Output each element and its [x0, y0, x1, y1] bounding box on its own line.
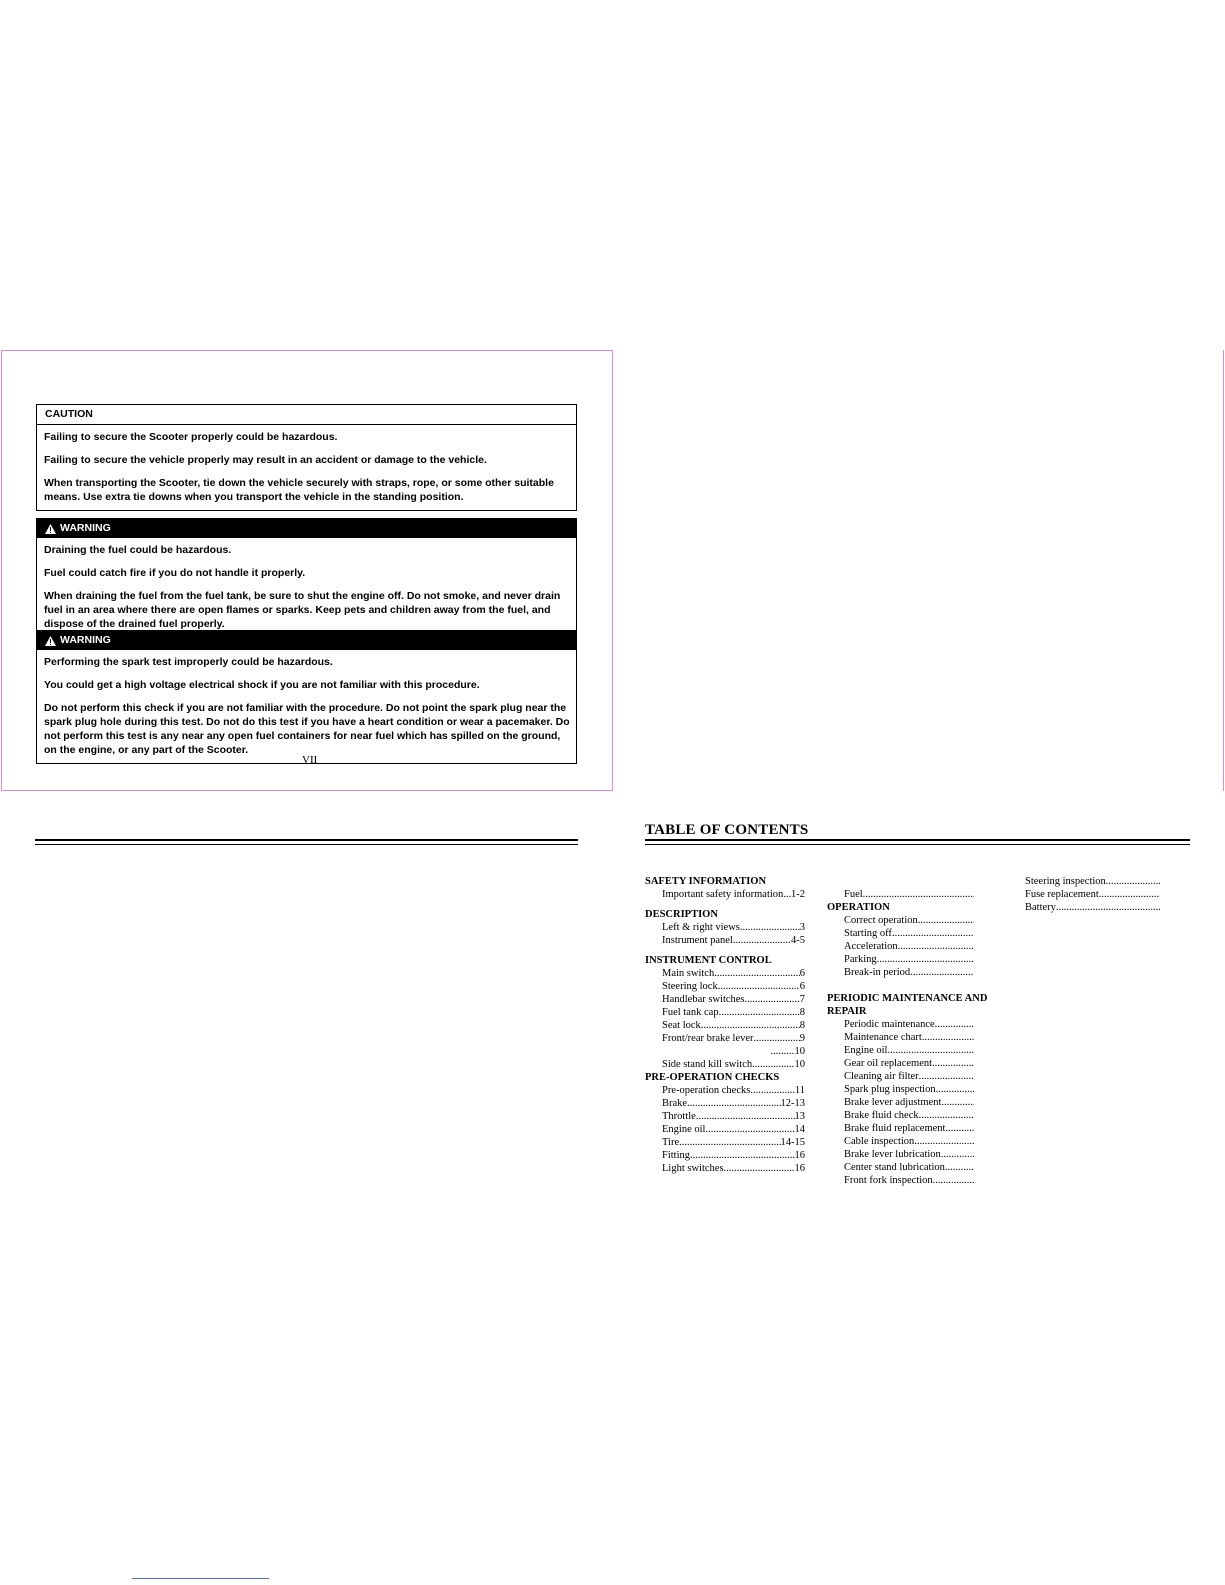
toc-entry-label: Brake fluid check [844, 1110, 919, 1121]
toc-entry-label: Brake lever lubrication [844, 1149, 941, 1160]
toc-entry-label: Light switches [662, 1163, 724, 1174]
toc-section-heading: OPERATION [827, 902, 890, 913]
toc-title: TABLE OF CONTENTS [645, 822, 809, 838]
toc-entry[interactable] [827, 1031, 974, 1044]
toc-entry-label: Fuel tank cap [662, 1007, 719, 1018]
toc-entry-label: Periodic maintenance [844, 1019, 935, 1030]
toc-entry-label: Steering lock [662, 981, 718, 992]
toc-entry-label: Maintenance chart [844, 1032, 922, 1043]
toc-entry[interactable] [827, 1122, 974, 1135]
toc-entry[interactable] [645, 1019, 805, 1032]
toc-entry-page: 12-13 [780, 1098, 805, 1109]
toc-entry-label: Break-in period [844, 967, 911, 978]
toc-entry-label: Correct operation [844, 915, 918, 926]
toc-entry[interactable] [1025, 901, 1160, 914]
page-edge [1223, 350, 1224, 791]
toc-entry[interactable] [827, 1174, 974, 1187]
toc-column-1 [645, 875, 805, 1175]
toc-entry-label: Center stand lubrication [844, 1162, 945, 1173]
toc-entry-label: Tire [662, 1137, 680, 1148]
toc-entry-page: 10 [794, 1059, 805, 1070]
toc-entry[interactable] [827, 966, 974, 979]
toc-section-heading: PRE-OPERATION CHECKS [645, 1072, 780, 1083]
header-rule-right [645, 839, 1190, 845]
toc-entry[interactable] [827, 1109, 974, 1122]
spark-warning-box [36, 630, 577, 764]
toc-section-heading: PERIODIC MAINTENANCE AND [827, 993, 988, 1004]
caution-box [36, 404, 577, 511]
toc-entry[interactable] [827, 1148, 974, 1161]
toc-entry-label: Pre-operation checks [662, 1085, 751, 1096]
toc-entry-page: 8 [799, 1007, 805, 1018]
toc-entry[interactable] [645, 1084, 805, 1097]
toc-entry[interactable] [645, 888, 805, 901]
toc-entry-page: 11 [794, 1085, 805, 1096]
toc-entry[interactable] [645, 993, 805, 1006]
warning-line: Fuel could catch fire if you do not handle it properly. [44, 567, 306, 579]
toc-entry[interactable] [827, 953, 974, 966]
footer-link-underline [132, 1578, 269, 1579]
toc-entry[interactable] [827, 927, 974, 940]
toc-entry-label: Parking [844, 954, 877, 965]
fuel-warning-box [36, 518, 577, 638]
toc-entry-label: Handlebar switches [662, 994, 745, 1005]
toc-entry-page: 10 [794, 1046, 805, 1057]
warning-title: WARNING [60, 634, 111, 646]
warning-header [37, 631, 576, 650]
toc-entry-page: 9 [799, 1033, 805, 1044]
toc-entry[interactable] [645, 1123, 805, 1136]
toc-entry-page: 4-5 [791, 935, 805, 946]
toc-entry[interactable] [645, 967, 805, 980]
toc-entry[interactable] [645, 1045, 805, 1058]
toc-entry-label: Throttle [662, 1111, 696, 1122]
toc-entry[interactable] [827, 940, 974, 953]
toc-entry[interactable] [645, 1149, 805, 1162]
toc-entry-page: 16 [794, 1163, 805, 1174]
toc-entry[interactable] [827, 1018, 974, 1031]
toc-entry[interactable] [827, 1070, 974, 1083]
toc-entry-page: 14 [794, 1124, 805, 1135]
toc-entry[interactable] [645, 1136, 805, 1149]
caution-line: When transporting the Scooter, tie down the vehicle securely with straps, rope, or some other suitable means. Use extra tie downs when you transport the vehicle in the standing position. [44, 477, 554, 503]
toc-column-3 [1025, 875, 1160, 914]
toc-entry-label: Seat lock [662, 1020, 701, 1031]
toc-entry[interactable] [827, 1083, 974, 1096]
toc-entry-label: Cable inspection [844, 1136, 915, 1147]
toc-entry-page: 1-2 [791, 889, 805, 900]
toc-entry-label: Instrument panel [662, 935, 733, 946]
toc-entry-label: Engine oil [844, 1045, 888, 1056]
toc-entry[interactable] [827, 914, 974, 927]
toc-entry[interactable] [645, 1006, 805, 1019]
caution-line: Failing to secure the vehicle properly may result in an accident or damage to the vehicle. [44, 454, 487, 466]
toc-entry-label: Important safety information [662, 889, 784, 900]
warning-line: When draining the fuel from the fuel tank, be sure to shut the engine off. Do not smoke, and never drain fuel in an area where there are open flames or sparks. Keep pets and children away from the fuel, and dispose of the drained fuel properly. [44, 590, 561, 630]
header-rule-left [35, 839, 578, 845]
warning-line: You could get a high voltage electrical shock if you are not familiar with this procedure. [44, 679, 480, 691]
toc-entry-label: Brake [662, 1098, 688, 1109]
toc-entry[interactable] [827, 1096, 974, 1109]
toc-entry[interactable] [645, 1097, 805, 1110]
toc-entry-page: 6 [799, 981, 805, 992]
toc-entry[interactable] [827, 1161, 974, 1174]
toc-entry[interactable] [645, 921, 805, 934]
toc-entry-page: 6 [799, 968, 805, 979]
toc-entry[interactable] [645, 1110, 805, 1123]
toc-entry[interactable] [1025, 875, 1160, 888]
toc-entry-label: Side stand kill switch [662, 1059, 753, 1070]
toc-section-heading: SAFETY INFORMATION [645, 876, 767, 887]
toc-entry[interactable] [645, 934, 805, 947]
warning-header [37, 519, 576, 538]
warning-line: Do not perform this check if you are not familiar with the procedure. Do not point the spark plug near the spark plug hole during this test. Do not do this test if you have a heart condition or wear a pacemaker. Do not perform this test is any near any open fuel containers for near fuel which has spilled on the ground, on the engine, or any part of the Scooter. [44, 702, 570, 756]
toc-entry-label: Front fork inspection [844, 1175, 933, 1186]
toc-entry[interactable] [1025, 888, 1160, 901]
toc-column-2 [827, 875, 997, 1187]
toc-entry-label: Gear oil replacement [844, 1058, 933, 1069]
toc-entry[interactable] [645, 980, 805, 993]
toc-entry-page: 7 [799, 994, 805, 1005]
toc-entry-label: Battery [1025, 902, 1056, 913]
toc-entry-label: Left & right views [662, 922, 740, 933]
toc-entry-label: Brake fluid replacement [844, 1123, 946, 1134]
toc-section-heading: DESCRIPTION [645, 909, 718, 920]
toc-section-heading: REPAIR [827, 1006, 867, 1017]
toc-entry[interactable] [827, 1057, 974, 1070]
toc-entry-label: Fuel [844, 889, 863, 900]
toc-entry[interactable] [827, 888, 974, 901]
toc-entry-label: Fuse replacement [1025, 889, 1099, 900]
toc-entry-page: 3 [799, 922, 805, 933]
toc-entry-label: Spark plug inspection [844, 1084, 936, 1095]
page-number: VII [302, 754, 318, 766]
warning-triangle-icon [45, 524, 56, 534]
warning-triangle-icon [45, 636, 56, 646]
warning-line: Performing the spark test improperly could be hazardous. [44, 656, 333, 668]
toc-entry-label: Front/rear brake lever [662, 1033, 754, 1044]
toc-entry-label: Main switch [662, 968, 715, 979]
toc-entry-label: Fitting [662, 1150, 691, 1161]
toc-section-heading: INSTRUMENT CONTROL [645, 955, 772, 966]
toc-entry[interactable] [645, 1032, 805, 1045]
toc-entry-label: Cleaning air filter [844, 1071, 919, 1082]
caution-title: CAUTION [37, 405, 576, 425]
toc-entry[interactable] [645, 1162, 805, 1175]
toc-entry-label: Steering inspection [1025, 876, 1106, 887]
warning-line: Draining the fuel could be hazardous. [44, 544, 232, 556]
toc-entry[interactable] [827, 1135, 974, 1148]
toc-entry-page: 16 [794, 1150, 805, 1161]
warning-title: WARNING [60, 522, 111, 534]
toc-entry-label: Starting off [844, 928, 892, 939]
toc-entry-page: 14-15 [780, 1137, 805, 1148]
caution-line: Failing to secure the Scooter properly could be hazardous. [44, 431, 338, 443]
toc-entry[interactable] [827, 1044, 974, 1057]
toc-entry[interactable] [645, 1058, 805, 1071]
toc-entry-label: Acceleration [844, 941, 898, 952]
toc-entry-label: Engine oil [662, 1124, 706, 1135]
toc-entry-label: Brake lever adjustment [844, 1097, 942, 1108]
toc-entry-page: 8 [799, 1020, 805, 1031]
toc-entry-page: 13 [794, 1111, 805, 1122]
